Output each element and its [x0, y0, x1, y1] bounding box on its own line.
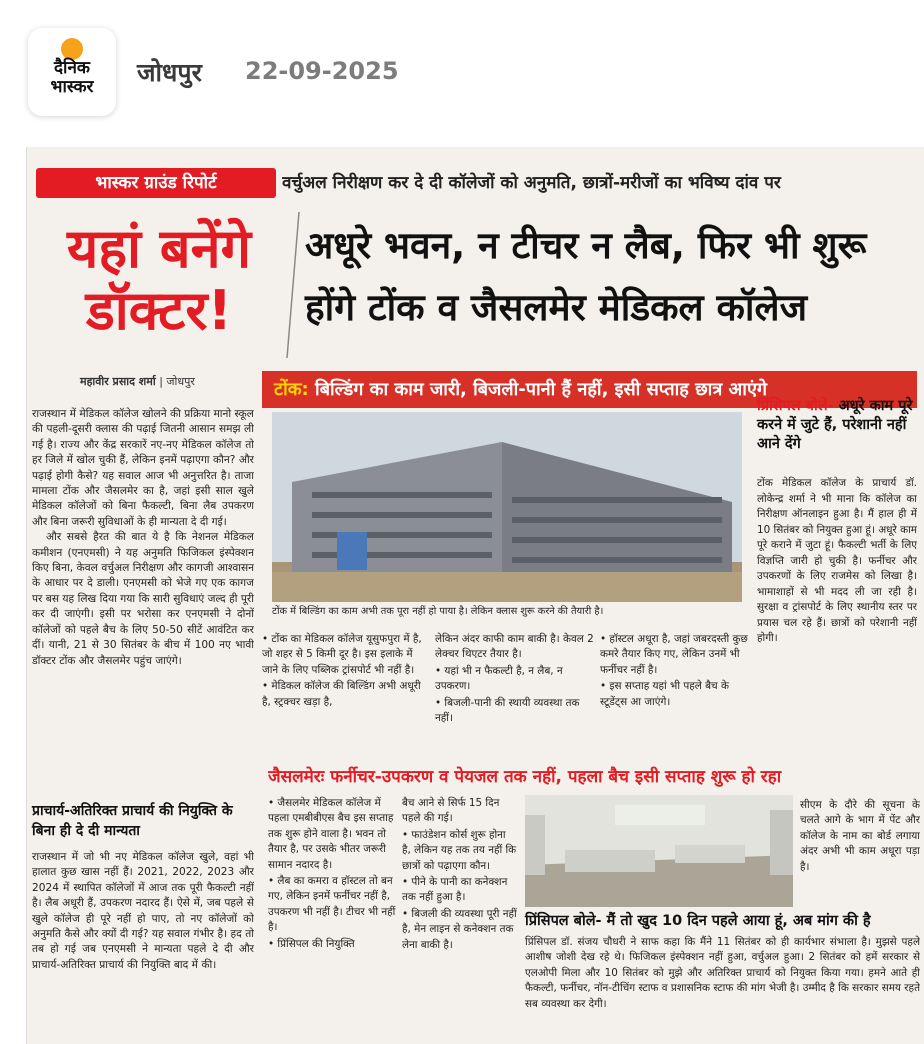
list-item: • लैब का कमरा व हॉस्टल तो बन गए, लेकिन इनमें फर्नीचर नहीं है, उपकरण भी नहीं है। टीचर भी नहीं है। — [268, 875, 396, 934]
tonk-label: टोंक: — [274, 379, 309, 400]
list-item: • यहां भी न फैकल्टी है, न लैब, न उपकरण। — [435, 664, 563, 693]
jaisalmer-bullets-col2 — [402, 796, 517, 1036]
headline-line-1: अधूरे भवन, न टीचर न लैब, फिर भी शुरू — [305, 224, 867, 267]
main-headline — [305, 215, 920, 339]
intro-paragraph-2: और सबसे हैरत की बात ये है कि नेशनल मेडिकल कमीशन (एनएमसी) ने यह अनुमति फिजिकल इंस्पेक्शन किए बिना, केवल वर्चुअल निरीक्षण और कागजी आश्वासन के आधार पर दे डाली। एनएमसी को भेजे गए एक कागज पर बस यह लिख दिया गया कि सारी सुविधाएं जल्द ही पूरी कर दी जाएंगी। इसी पर भरोसा कर एनएमसी ने दोनों कॉलेजों को पहले बैच के लिए 50-50 सीटें आवंटित कर दीं। यानी, 21 से 30 सितंबर के बीच में 100 नए भावी डॉक्टर टोंक और जैसलमेर पहुंच जाएंगे। — [32, 531, 254, 667]
tonk-photo-caption: टोंक में बिल्डिंग का काम अभी तक पूरा नहीं हो पाया है। लेकिन क्लास शुरू करने की तैयारी है। — [272, 606, 604, 617]
list-item: • मेडिकल कॉलेज की बिल्डिंग अभी अधूरी है, स्ट्रक्चर खड़ा है, — [262, 680, 421, 708]
list-item: • हॉस्टल अधूरा है, जहां जबरदस्ती कुछ कमरे तैयार किए गए, लेकिन उनमें भी फर्नीचर नहीं है। — [600, 633, 748, 676]
edition-city[interactable]: जोधपुर — [137, 58, 202, 87]
list-item: • बिजली-पानी की स्थायी व्यवस्था तक नहीं। — [435, 696, 580, 725]
principal-quote: अधूरे काम पूरे करने में जुटे हैं, परेशानी नहीं आने देंगे — [757, 398, 913, 452]
jaisalmer-principal-heading: प्रिंसिपल बोले- मैं तो खुद 10 दिन पहले आया हूं, अब मांग की है — [525, 913, 871, 929]
kicker-line-2: डॉक्टर! — [85, 279, 233, 342]
list-item: • जैसलमेर मेडिकल कॉलेज में पहला एमबीबीएस बैच इस सप्ताह तक शुरू होने वाला है। भवन तो तैयार है, पर उसके भीतर जरूरी सामान नदारद है। — [268, 797, 394, 871]
tonk-title: बिल्डिंग का काम जारी, बिजली-पानी हैं नहीं, इसी सप्ताह छात्र आएंगे — [315, 379, 768, 400]
logo-line-2: भास्कर — [50, 77, 94, 97]
tonk-building-photo[interactable] — [272, 412, 742, 602]
list-item: • पीने के पानी का कनेक्शन तक नहीं हुआ है। — [402, 876, 508, 904]
jaisalmer-section-bar — [268, 763, 917, 791]
byline-name: महावीर प्रसाद शर्मा — [80, 375, 156, 388]
list-item: लेकिन अंदर काफी काम बाकी है। केवल 2 लेक्चर थिएटर तैयार है। — [435, 633, 594, 661]
list-item: • इस सप्ताह यहां भी पहले बैच के स्टूडेंट्स आ जाएंगे। — [600, 680, 729, 708]
kicker-line-1: यहां बनेंगे — [67, 217, 251, 280]
principal-label: प्रिंसिपल बोले- — [757, 398, 834, 414]
logo-line-1: दैनिक — [54, 58, 90, 78]
ground-report-tag: भास्कर ग्राउंड रिपोर्ट — [36, 168, 276, 198]
headline-line-2: होंगे टोंक व जैसलमेर मेडिकल कॉलेज — [305, 286, 808, 329]
tonk-bullets-col3 — [600, 632, 748, 762]
tonk-bullets-col1 — [262, 632, 422, 762]
list-item: बैच आने से सिर्फ 15 दिन पहले की गई। — [402, 797, 500, 825]
jaisalmer-label: जैसलमेरः — [268, 767, 325, 787]
kicker-headline — [40, 218, 278, 342]
list-item: • फाउंडेशन कोर्स शुरू होना है, लेकिन यह तक तय नहीं कि छात्रों को पढ़ाएगा कौन। — [402, 828, 517, 872]
recognition-paragraph: राजस्थान में जो भी नए मेडिकल कॉलेज खुले, वहां भी हालात कुछ खास नहीं हैं। 2021, 2022, 2023 और 2024 में स्थापित कॉलेजों में आज तक पूरी फैकल्टी नहीं है। लैब अधूरी हैं, उपकरण नदारद हैं। ऐसे में, जब पहले से खुले कॉलेज ही पूरे नहीं हो पाए, तो नए कॉलेजों को अनुमति कैसे और क्यों दी गई? यह सवाल गंभीर है। हद तो तब हो गई जब एनएमसी ने मान्यता पहले दे दी और प्राचार्य-अतिरिक्त प्राचार्य की नियुक्ति बाद में की। — [32, 851, 254, 971]
intro-paragraph-1: राजस्थान में मेडिकल कॉलेज खोलने की प्रक्रिया मानो स्कूल की पहली-दूसरी क्लास की पढ़ाई जितनी आसान समझ ली गई है। राज्य और केंद्र सरकारें नए-नए मेडिकल कॉलेज तो हर जिले में खोल चुकी हैं, लेकिन इनमें पढ़ाएगा कौन? और पढ़ाई होगी कैसे? यह सवाल आज भी अनुत्तरित है। ताजा मामला टोंक और जैसलमेर का है, जहां इसी साल खुले मेडिकल कॉलेजों को बिना फैकल्टी, बिना लैब उपकरण और बिना जरूरी सुविधाओं के ही मान्यता दे दी गई। — [32, 408, 254, 528]
tonk-principal-heading — [757, 397, 917, 454]
intro-column — [32, 407, 254, 801]
divider-slash — [283, 210, 303, 360]
jaisalmer-photo-caption: सीएम के दौरे की सूचना के चलते आगे के भाग में पेंट और कॉलेज के नाम का बोर्ड लगाया अंदर अभी भी काम अधूरा पड़ा है। — [800, 799, 920, 873]
article-tagline: वर्चुअल निरीक्षण कर दे दी कॉलेजों को अनुमति, छात्रों-मरीजों का भविष्य दांव पर — [282, 173, 781, 193]
list-item: • बिजली की व्यवस्था पूरी नहीं है, मेन लाइन से कनेक्शन तक लेना बाकी है। — [402, 907, 517, 951]
app-header — [0, 0, 924, 145]
jaisalmer-bullets-col1 — [268, 796, 396, 1036]
dainik-bhaskar-logo[interactable] — [28, 28, 116, 116]
tonk-bullets-col2 — [435, 632, 595, 762]
list-item: • प्रिंसिपल की नियुक्ति — [268, 937, 355, 950]
subheading-recognition: प्राचार्य-अतिरिक्त प्राचार्य की नियुक्ति के बिना ही दे दी मान्यता — [32, 803, 233, 839]
list-item: • टोंक का मेडिकल कॉलेज यूसुफपुरा में है, जो शहर से 5 किमी दूर है। इस इलाके में जाने के लिए पब्लिक ट्रांसपोर्ट भी नहीं है। — [262, 633, 422, 676]
sun-icon — [61, 38, 83, 60]
jaisalmer-title: फर्नीचर-उपकरण व पेयजल तक नहीं, पहला बैच इसी सप्ताह शुरू हो रहा — [330, 767, 782, 787]
jaisalmer-classroom-photo[interactable] — [525, 795, 793, 907]
tonk-principal-text: टोंक मेडिकल कॉलेज के प्राचार्य डॉ. लोकेन्द्र शर्मा ने भी माना कि कॉलेज का निरीक्षण ऑनलाइन हुआ है। मैं हाल ही में 10 सितंबर को नियुक्त हुआ हूं। अधूरे काम पूरे कराने में जुटा हूं। फैकल्टी भर्ती के लिए विज्ञप्ति जारी हो चुकी है। फर्नीचर और उपकरणों के लिए राजमेस को लिखा है। भामाशाहों से भी मदद ली जा रही है। सुरक्षा व ट्रांसपोर्ट के लिए स्थानीय स्तर पर प्रयास चल रहे हैं। छात्रों को परेशानी नहीं होगी। — [757, 477, 917, 644]
byline-city: | जोधपुर — [159, 375, 195, 388]
edition-date[interactable]: 22-09-2025 — [245, 57, 399, 85]
byline — [80, 374, 260, 389]
jaisalmer-principal-text: प्रिंसिपल डॉ. संजय चौधरी ने साफ कहा कि मैंने 11 सितंबर को ही कार्यभार संभाला है। मुझसे पहले आशीष जोशी देख रहे थे। फिजिकल इंस्पेक्शन नहीं हुआ, वर्चुअल हुआ। 2 सितंबर को हमें सरकार से एलओपी मिला और 10 सितंबर को मुझे और अतिरिक्त प्राचार्य को नियुक्त किया गया। हमने आते ही फैकल्टी, फर्नीचर, नॉन-टीचिंग स्टाफ व प्रशासनिक स्टाफ की मांग भेजी है। उम्मीद है कि सरकार समय रहते सब व्यवस्था कर देगी। — [525, 936, 920, 1010]
